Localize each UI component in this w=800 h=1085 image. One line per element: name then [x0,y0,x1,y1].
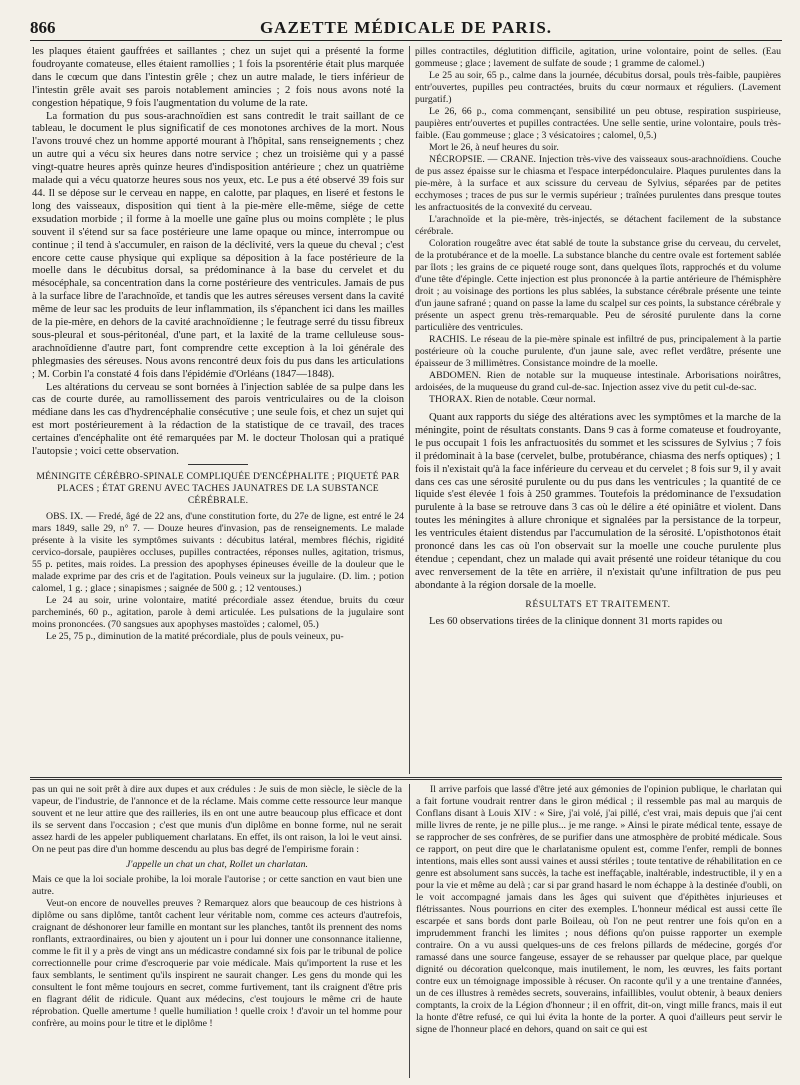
observation-heading: MÉNINGITE CÉRÉBRO-SPINALE COMPLIQUÉE D'ENCÉPHALITE ; PIQUETÉ PAR PLACES ; ÉTAT GRENU AVEC TACHES JAUNATRES DE LA SUBSTANCE CÉRÉBRALE. [36,471,400,506]
paragraph: Quant aux rapports du siége des altérations avec les symptômes et la marche de la méningite, point de résultats constants. Dans 9 cas à forme comateuse et foudroyante, le pus occupait 1 fois les anfractuosités du sommet et les scissures de Sylvius ; 7 fois il prédominait à la base (cervelet, bulbe, protubérance, chiasma des nerfs optiques) ; 1 fois il n'existait qu'à la face inférieure du cerveau et du cervelet ; 8 fois sur 9, il y avait dans ces cas une sérosité purulente ou du pus dans les ventricules ; la quantité de ce liquide s'est élevée 1 fois à 250 grammes. Toutefois la prédominance de l'exsudation purulente à la base se retrouve dans 3 cas où le délire a été opiniâtre et violent. Dans toutes les méningites à allure chronique et signalées par la persistance de la torpeur, les ventricules étaient distendus par l'accumulation de la sérosité. L'opisthotonos était prononcé dans les cas où l'on observait sur la moelle une couche purulente plus étendue ; cependant, chez un malade qui avait présenté une roideur tétanique du cou avec renversement de la tête en arrière, il n'existait qu'une infiltration de pus peu abondante à la région dorsale de la moelle. [415,412,781,591]
paragraph: Mort le 26, à neuf heures du soir. [429,142,559,153]
column-rule [409,46,410,774]
paragraph: les plaques étaient gauffrées et saillantes ; chez un sujet qui a présenté la forme foudroyante comateuse, elles étaient ramollies ; 1 fois la psorentérie était plus marquée dans le cœcum que dans l'intestin grêle ; chez un autre malade, le tiers inférieur de l'intestin grêle avait ses parois notablement amincies ; 2 fois nous avons noté la congestion hépatique, 9 fois l'augmentation du volume de la rate. [32,46,404,109]
paragraph: Coloration rougeâtre avec état sablé de toute la substance grise du cerveau, du cervelet, de la protubérance et de la moelle. La substance blanche du centre ovale est fortement sablée par îlots ; les grains de ce piqueté rouge sont, dans quelques îlots, rapprochés et du volume d'une tête d'épingle. Cette injection est plus prononcée à la partie antérieure de l'hémisphère droit ; au voisinage des portions les plus sablées, la substance cérébrale présente une teinte d'un jaune safrané ; quand on passe la lame du scalpel sur ces points, la substance cérébrale y présente un aspect grenu très-remarquable. Peu de sérosité purulente dans la corne particulière des ventricules. [415,238,781,333]
paragraph: ABDOMEN. Rien de notable sur la muqueuse intestinale. Arborisations noirâtres, ardoisées, de la muqueuse du grand cul-de-sac. Injection assez vive du petit cul-de-sac. [415,370,781,393]
verse-quote: J'appelle un chat un chat, Rollet un charlatan. [126,859,308,870]
paragraph: L'arachnoïde et la pie-mère, très-injectés, se détachent facilement de la substance cérébrale. [415,214,781,237]
paragraph: Le 25, 75 p., diminution de la matité précordiale, plus de pouls veineux, pu- [46,631,344,642]
paragraph: Il arrive parfois que lassé d'être jeté aux gémonies de l'opinion publique, le charlatan qui a fait fortune voudrait rentrer dans le giron médical ; il ressemble pas mal au marquis de Conflans disant à Louis XIV : « Sire, j'ai volé, j'ai pillé, c'est vrai, mais depuis que j'ai cent mille livres de rente, je ne pille plus... je me range. » Ainsi le pirate médical tente, essaye de se rapprocher de ses confrères, de se purifier dans une atmosphère de probité médicale. Sous ce rapport, on peut dire que le charlatanisme opulent est, comme l'enfer, rempli de bonnes intentions, mais elles sont aussi vaines et aussi stériles ; toute tentative de réhabilitation en ce genre est absolument sans succès, la tache est ineffaçable, inaltérable, indestructible, il y en a pour la vie et même au delà ; car si par grand hasard le nom échappe à la destinée d'oubli, on le voit accompagné jamais dans les âges qui suivent que d'épithètes injurieuses et flétrissantes. Nous pourrions en citer des exemples. L'honneur médical est aussi cette île escarpée et sans bords dont parle Boileau, où l'on ne peut rentrer une fois qu'on en a imprudemment franchi les limites ; nous défions qu'on puisse rapporter un exemple contraire. On a vu aussi quelques-uns de ces frelons pillards de médecine, gorgés d'or ramassé dans une source fangeuse, essayer de se rehausser par quelque place, par quelque dignité ou décoration quelconque, mais inutilement, le nom, les œuvres, les faits portant contre eux un témoignage impossible à récuser. On raconte qu'il y a une trentaine d'années, un de ces illustres à remèdes secrets, souverains, infaillibles, voulut obtenir, à beaux deniers comptants, la croix de la Légion d'honneur ; il en offrit, dit-on, vingt mille francs, mais il eut la honte d'être refusé, ce qui lui évita la honte de la porter. A quoi d'ailleurs peut servir le signe de l'honneur placé en dehors, quand on sait ce qui est [416,784,782,1035]
paragraph: Le 25 au soir, 65 p., calme dans la journée, décubitus dorsal, pouls très-faible, paupières entr'ouvertes, pupilles peu contractées, bruits du cœur normaux et réguliers. (Lavement purgatif.) [415,70,781,105]
paragraph: pilles contractiles, déglutition difficile, agitation, urine volontaire, point de selles. (Eau gommeuse ; glace ; lavement de sulfate de soude ; 1 gramme de calomel.) [415,46,781,69]
page-number: 866 [30,18,56,37]
feuilleton-rule [30,777,782,778]
paragraph: pas un qui ne soit prêt à dire aux dupes et aux crédules : Je suis de mon siècle, le siècle de la vapeur, de l'industrie, de l'annonce et de la réclame. Mais comme cette ressource leur manque souvent et ne leur attire que des railleries, ils en ont une autre beaucoup plus efficace et dont ils se servent dans l'occasion ; c'est que munis d'un diplôme en bonne forme, nul ne serait assez hardi de les appeler publiquement charlatans. En effet, ils ont raison, la loi le veut ainsi. On ne peut pas dire d'un homme descendu au plus bas degré de l'empirisme forain : [32,784,402,855]
paragraph: RACHIS. Le réseau de la pie-mère spinale est infiltré de pus, principalement à la partie postérieure où la couche purulente, d'un jaune sale, avec reflet verdâtre, présente une épaisseur de 3 millimètres. Consistance moindre de la moelle. [415,334,781,369]
paragraph: NÉCROPSIE. — CRANE. Injection très-vive des vaisseaux sous-arachnoïdiens. Couche de pus assez épaisse sur le chiasma et l'espace interpédonculaire. Plaques purulentes dans la pie-mère, à la surface et aux scissure du cerveau de Sylvius, séparées par de petites ecchymoses ; traces de pus sur le vermis supérieur ; traînées purulentes dans presque toutes les anfractuosités de la convexité du cerveau. [415,154,781,213]
paragraph: Veut-on encore de nouvelles preuves ? Remarquez alors que beaucoup de ces histrions à diplôme ou sans diplôme, tantôt cachent leur véritable nom, comme ces acteurs d'autrefois, craignant de déshonorer leur famille en montant sur les planches, tantôt ils prennent des noms ronflants, extraordinaires, ou bien y ajoutent un i pour lui donner une consonnance italienne, comme le fit il y a près de vingt ans un médicastre condamné six fois par le tribunal de police correctionnelle pour crime d'escroquerie par voie médicale. Mais qu'importent la ruse et les faux semblants, le sentiment qu'ils inspirent ne saurait changer. Les gens du monde qui les consultent le font même toujours en secret, comme furtivement, tant ils craignent d'être pris en flagrant délit de ridicule. Quant aux médecins, c'est toujours le même cri de haute réprobation. Quelle amertume ! quelle humiliation ! quelle croix ! d'avoir un tel homme pour confrère, au moins pour le titre et le diplôme ! [32,898,402,1029]
paragraph: THORAX. Rien de notable. Cœur normal. [429,394,596,405]
left-column [32,46,404,776]
paragraph: OBS. IX. — Fredé, âgé de 22 ans, d'une constitution forte, du 27e de ligne, est entré le 24 mars 1849, salle 29, n° 7. — Douze heures d'invasion, pas de renseignements. Le malade présente à la visite les symptômes suivants : décubitus latéral, membres fléchis, rigidité cervico-dorsale, paupières occluses, pupilles contractées, réponses nulles, agitation, trismus, 55 p. petites, mais roides. La pression des apophyses épineuses éveille de la douleur que le malade exprime par des cris et de l'agitation. Pouls veineux sur la jugulaire. (D. lim. ; potion calomel, 1 g. ; glace ; sinapismes ; saignée de 500 g. ; 12 ventouses.) [32,511,404,594]
paragraph: Mais ce que la loi sociale prohibe, la loi morale l'autorise ; or cette sanction en vaut bien une autre. [32,874,402,897]
paragraph: Le 26, 66 p., coma commençant, sensibilité un peu obtuse, respiration suspirieuse, paupières entr'ouvertes et pupilles contractées. Une selle sentie, urine volontaire, pouls très-faible. (Eau gommeuse ; glace ; 3 vésicatoires ; calomel, 0,5.) [415,106,781,141]
divider [188,464,248,465]
section-heading: RÉSULTATS ET TRAITEMENT. [525,598,671,610]
feuilleton-left-column [32,784,402,1080]
running-title: GAZETTE MÉDICALE DE PARIS. [259,18,553,37]
feuilleton-right-column [416,784,782,1080]
page-header [30,18,782,41]
right-column [415,46,781,776]
paragraph: Les 60 observations tirées de la clinique donnent 31 morts rapides ou [429,615,723,627]
paragraph: Le 24 au soir, urine volontaire, matité précordiale assez étendue, bruits du cœur parcheminés, 60 p., agitation, parole à demi articulée. Les pulsations de la jugulaire sont moins prononcées. (70 sangsues aux apophyses mastoïdes ; calomel, 05.) [32,595,404,630]
column-rule [409,784,410,1078]
feuilleton-rule [30,779,782,780]
paragraph: Les altérations du cerveau se sont bornées à l'injection sablée de sa pulpe dans les cas de courte durée, au ramollissement des parois ventriculaires ou de la cloison médiane dans les cas d'hydrencéphalie consécutive ; une seule fois, et chez un sujet qui est mort postérieurement à la rédaction de la statistique de ce travail, des traces certaines d'encéphalite ont été remarquées par M. le docteur Tholosan qui a pratiqué l'autopsie ; voici cette observation. [32,381,404,458]
paragraph: La formation du pus sous-arachnoïdien est sans contredit le trait saillant de ce tableau, le document le plus significatif de ces monotones archives de la mort. Nous l'avons trouvé chez un homme apporté mourant à l'hôpital, sans renseignements ; chez un autre qui a vécu six heures dans notre service ; chez un troisième qui y a passé vingt-quatre heures après quinze heures d'indisposition antérieure ; chez un quatrième malade qui a vécu quatorze heures sous nos yeux, etc. Le pus a été observé 39 fois sur 44. Il se dépose sur le cerveau en nappe, en calotte, par plaques, en liseré et festons le long des vaisseaux, disposition qui tient à la pie-mère elle-même, siége de cette exsudation morbide ; il forme à la moelle une gaîne plus ou moins complète ; le plus souvent il s'étend sur sa face postérieure une lame opaque ou mince, interrompue ou continue ; il tend à s'accumuler, en raison de la déclivité, vers la queue du cheval ; c'est encore cette cause physique qui explique sa déposition à la face postérieure de la moelle dans le décubitus dorsal, sa prédominance à la base du cervelet et du mésocéphale, sa concentration dans la corne postérieure des ventricules. Jamais de pus à la surface libre de l'arachnoïde, et tandis que les autres séreuses versent dans la cavité même de leur sac les produits de leur inflammation, ils s'épanchent ici dans les mailles de la pie-mère, en dehors de la cavité arachnoïdienne ; le feutrage serré du tissu fibreux sous-pleural et sous-péritonéal, d'une part, et la laxité de la trame celluleuse sous-arachnoïdienne d'autre part, font comprendre cette exception à la loi générale des phlegmasies des séreuses. Nous avons rencontré deux fois du pus dans les articulations ; M. Corbin l'a constaté 4 fois dans l'épidémie d'Orléans (1847—1848). [32,110,404,380]
